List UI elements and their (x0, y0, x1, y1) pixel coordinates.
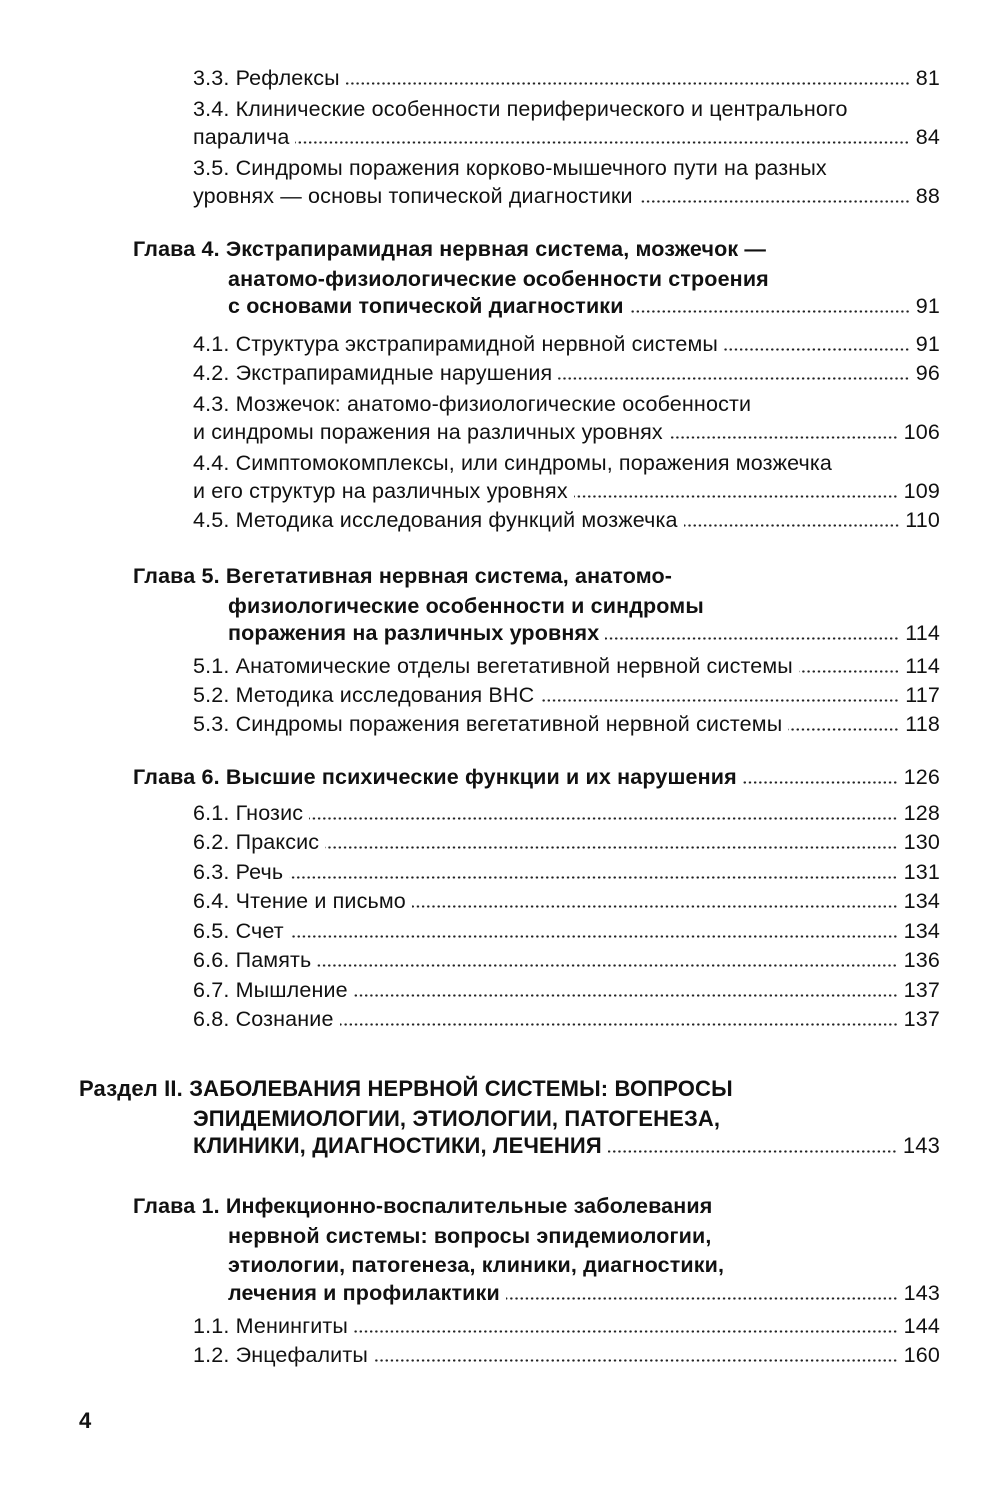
chapter-label: Глава 4. (133, 237, 220, 261)
chapter-title: Вегетативная нервная система, анатомо- (225, 564, 673, 588)
toc-page-number: 117 (905, 683, 940, 707)
toc-page-number: 160 (903, 1343, 940, 1367)
toc-page-number: 88 (915, 183, 940, 208)
toc-page-number: 136 (903, 948, 940, 972)
toc-entry-3-3[interactable] (193, 66, 940, 91)
leader-dots (743, 781, 898, 784)
leader-dots (317, 964, 897, 967)
toc-entry-title: 6.8. Сознание (193, 1007, 334, 1031)
chapter-title-cont: физиологические особенности и синдромы (228, 593, 704, 618)
leader-dots (684, 524, 900, 527)
leader-dots (630, 310, 910, 313)
chapter-label: Глава 5. (133, 564, 220, 588)
toc-page-number: 130 (903, 830, 940, 854)
toc-entry-title: 3.5. Синдромы поражения корково-мышечного пути на разных (193, 156, 827, 180)
leader-dots (346, 82, 910, 85)
chapter-title-cont: анатомо-физиологические особенности строения (228, 266, 769, 291)
toc-entry-title: 5.1. Анатомические отделы вегетативной нервной системы (193, 654, 793, 678)
chapter-title-cont: нервной системы: вопросы эпидемиологии, (228, 1223, 712, 1248)
toc-page-number: 91 (915, 294, 940, 318)
chapter-title-cont: с основами топической диагностики (228, 294, 624, 318)
toc-page-number: 114 (905, 654, 940, 678)
toc-entry-6-6[interactable] (193, 948, 940, 973)
toc-entry-title: 6.7. Мышление (193, 978, 348, 1002)
toc-entry-1-2[interactable] (193, 1343, 940, 1368)
toc-page-number: 134 (903, 889, 940, 913)
toc-entry-6-8[interactable] (193, 1007, 940, 1032)
leader-dots (340, 1023, 898, 1026)
chapter-label: Глава 6. (133, 765, 220, 789)
toc-page-number: 110 (905, 508, 940, 532)
part-label: Раздел II. (79, 1076, 183, 1101)
toc-page-number: 84 (915, 124, 940, 149)
leader-dots (669, 436, 898, 439)
toc-entry-title-cont: и синдромы поражения на различных уровнях (193, 419, 663, 444)
toc-entry-title: 6.3. Речь (193, 860, 284, 884)
toc-page-number: 91 (915, 332, 940, 356)
toc-entry-4-1[interactable] (193, 332, 940, 357)
chapter-title: Инфекционно-воспалительные заболевания (225, 1194, 713, 1218)
leader-dots (290, 935, 898, 938)
toc-page-number: 144 (903, 1314, 940, 1338)
toc-entry-5-3[interactable] (193, 712, 940, 737)
leader-dots (374, 1359, 898, 1362)
toc-entry-title: 3.4. Клинические особенности периферического и центрального (193, 97, 848, 121)
toc-chapter-4[interactable] (133, 235, 940, 319)
toc-entry-title: 4.4. Симптомокомплексы, или синдромы, поражения мозжечка (193, 451, 833, 475)
leader-dots (354, 994, 898, 997)
chapter-label: Глава 1. (133, 1194, 220, 1218)
toc-entry-3-5[interactable] (193, 154, 940, 209)
leader-dots (608, 1150, 897, 1153)
leader-dots (605, 637, 899, 640)
toc-entry-6-2[interactable] (193, 830, 940, 855)
toc-page-number: 118 (905, 712, 940, 736)
toc-entry-title: 6.2. Праксис (193, 830, 320, 854)
toc-entry-6-3[interactable] (193, 860, 940, 885)
toc-entry-5-2[interactable] (193, 683, 940, 708)
toc-entry-3-4[interactable] (193, 95, 940, 150)
toc-entry-title: 1.2. Энцефалиты (193, 1343, 368, 1367)
chapter-title: Высшие психические функции и их нарушения (225, 765, 737, 789)
part-title-cont: КЛИНИКИ, ДИАГНОСТИКИ, ЛЕЧЕНИЯ (193, 1133, 602, 1158)
toc-entry-4-2[interactable] (193, 361, 940, 386)
toc-entry-6-7[interactable] (193, 978, 940, 1003)
leader-dots (540, 699, 899, 702)
toc-entry-title-cont: и его структур на различных уровнях (193, 478, 568, 503)
leader-dots (724, 348, 910, 351)
toc-entry-4-5[interactable] (193, 508, 940, 533)
toc-entry-4-3[interactable] (193, 390, 940, 445)
toc-entry-title: 6.1. Гнозис (193, 801, 304, 825)
toc-entry-6-4[interactable] (193, 889, 940, 914)
toc-page-number: 143 (902, 1133, 940, 1158)
toc-entry-5-1[interactable] (193, 654, 940, 679)
toc-entry-title: 6.5. Счет (193, 919, 284, 943)
toc-entry-title: 6.6. Память (193, 948, 312, 972)
toc-entry-title: 5.3. Синдромы поражения вегетативной нервной системы (193, 712, 783, 736)
toc-page-number: 131 (903, 860, 940, 884)
toc-page-number: 96 (915, 361, 940, 385)
leader-dots (788, 728, 899, 731)
part-title-cont: ЭПИДЕМИОЛОГИИ, ЭТИОЛОГИИ, ПАТОГЕНЕЗА, (193, 1105, 721, 1131)
leader-dots (354, 1330, 898, 1333)
leader-dots (799, 670, 899, 673)
leader-dots (309, 817, 898, 820)
toc-entry-4-4[interactable] (193, 449, 940, 504)
toc-chapter-1[interactable] (133, 1192, 940, 1306)
toc-part-2[interactable] (79, 1074, 940, 1159)
toc-page-number: 137 (903, 1007, 940, 1031)
chapter-title-cont: поражения на различных уровнях (228, 621, 600, 645)
toc-page-number: 134 (903, 919, 940, 943)
toc-entry-title: 4.2. Экстрапирамидные нарушения (193, 361, 553, 385)
chapter-title-cont: лечения и профилактики (228, 1280, 500, 1305)
leader-dots (506, 1297, 898, 1300)
part-title: ЗАБОЛЕВАНИЯ НЕРВНОЙ СИСТЕМЫ: ВОПРОСЫ (189, 1076, 733, 1101)
toc-page-number: 106 (903, 419, 940, 444)
toc-entry-title: 1.1. Менингиты (193, 1314, 348, 1338)
leader-dots (639, 200, 910, 203)
toc-page-number: 114 (905, 621, 940, 645)
leader-dots (325, 846, 898, 849)
toc-entry-title: 4.3. Мозжечок: анатомо-физиологические особенности (193, 392, 752, 416)
toc-entry-title: 4.1. Структура экстрапирамидной нервной системы (193, 332, 719, 356)
toc-entry-title-cont: уровнях — основы топической диагностики (193, 183, 633, 208)
toc-entry-6-5[interactable] (193, 919, 940, 944)
page-number: 4 (79, 1408, 92, 1433)
toc-chapter-5[interactable] (133, 562, 940, 646)
leader-dots (289, 876, 897, 879)
leader-dots (558, 377, 909, 380)
toc-entry-title-cont: паралича (193, 124, 290, 149)
toc-page-number: 143 (903, 1280, 940, 1305)
leader-dots (412, 905, 898, 908)
toc-page-number: 126 (903, 765, 940, 789)
chapter-title: Экстрапирамидная нервная система, мозжечок — (225, 237, 767, 261)
toc-page-number: 128 (903, 801, 940, 825)
leader-dots (574, 495, 898, 498)
toc-page-number: 137 (903, 978, 940, 1002)
leader-dots (295, 141, 909, 144)
toc-entry-1-1[interactable] (193, 1314, 940, 1339)
toc-entry-6-1[interactable] (193, 801, 940, 826)
toc-entry-title: 4.5. Методика исследования функций мозжечка (193, 508, 678, 532)
toc-page-number: 81 (915, 66, 940, 90)
chapter-title-cont: этиологии, патогенеза, клиники, диагностики, (228, 1253, 725, 1277)
toc-entry-title: 5.2. Методика исследования ВНС (193, 683, 535, 707)
toc-page-number: 109 (903, 478, 940, 503)
toc-entry-title: 6.4. Чтение и письмо (193, 889, 406, 913)
toc-entry-title: 3.3. Рефлексы (193, 66, 340, 90)
toc-chapter-6[interactable] (133, 765, 940, 790)
